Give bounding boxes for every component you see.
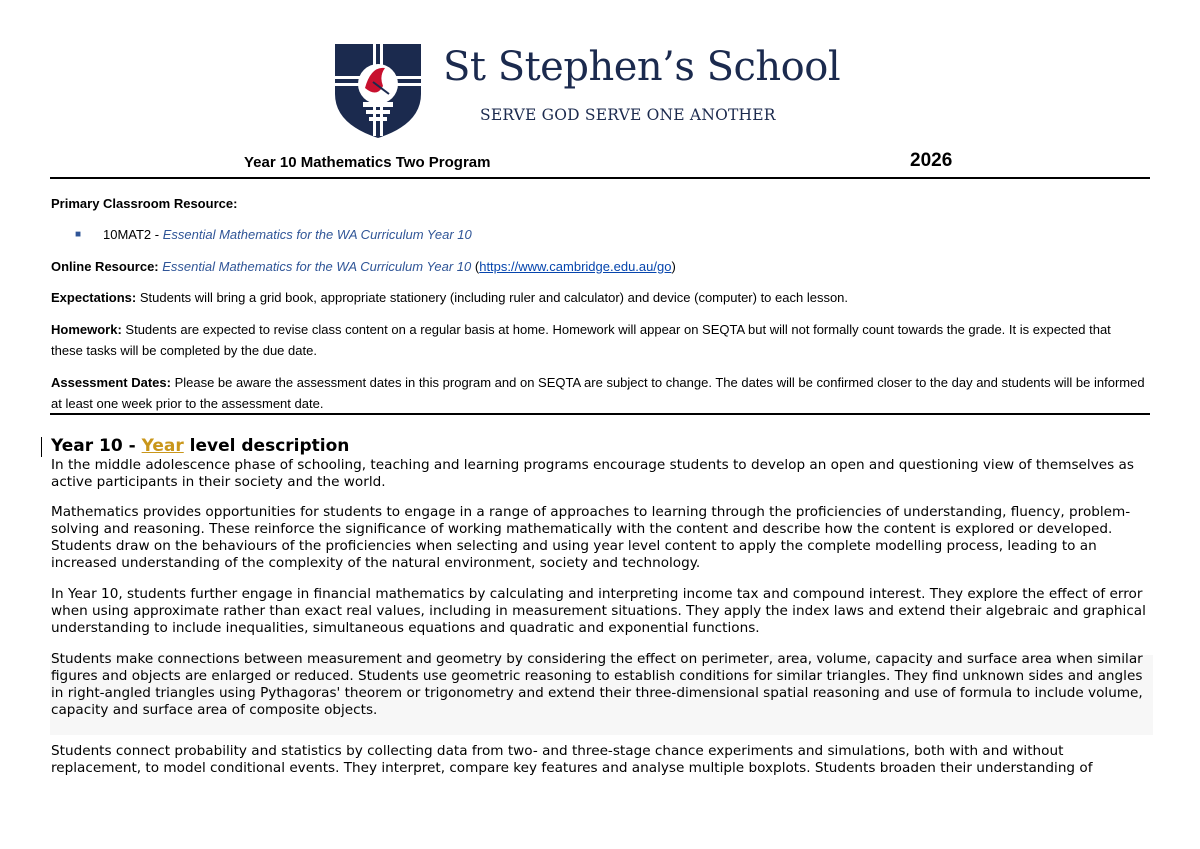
online-resource bbox=[51, 256, 676, 277]
heading-prefix: Year 10 - bbox=[51, 436, 142, 456]
year-level-heading bbox=[51, 436, 349, 456]
heading-suffix: level description bbox=[183, 436, 350, 456]
school-name: St Stephen’s School bbox=[443, 44, 841, 90]
resource-code: 10MAT2 - bbox=[103, 227, 163, 242]
online-resource-label: Online Resource: bbox=[51, 259, 159, 274]
primary-resource bbox=[51, 193, 237, 214]
paren-close: ) bbox=[671, 259, 676, 274]
school-motto: SERVE GOD SERVE ONE ANOTHER bbox=[480, 106, 776, 124]
program-title: Year 10 Mathematics Two Program bbox=[244, 154, 491, 171]
expectations-text: Students will bring a grid book, appropriate stationery (including ruler and calculator) and device (computer) to each lesson. bbox=[136, 290, 849, 305]
school-crest-icon bbox=[333, 42, 423, 140]
paren-open: ( bbox=[471, 259, 480, 274]
bullet-icon: ■ bbox=[75, 229, 82, 240]
primary-resource-label: Primary Classroom Resource: bbox=[51, 196, 238, 211]
description-paragraph: Mathematics provides opportunities for students to engage in a range of approaches to learning through the proficiencies of understanding, fluency, problem-solving and reasoning. These reinforce the significance of working mathematically with the content and describe how the content is explored or developed. Students draw on the behaviours of the proficiencies when selecting and using year level content to apply the complete modelling process, leading to an increased understanding of the complexity of the natural environment, society and technology. bbox=[51, 504, 1131, 571]
homework-label: Homework: bbox=[51, 322, 122, 337]
expectations bbox=[51, 287, 848, 308]
program-year: 2026 bbox=[910, 150, 953, 171]
assessment-dates bbox=[51, 372, 1146, 414]
online-resource-title: Essential Mathematics for the WA Curriculum Year 10 bbox=[162, 259, 472, 274]
divider bbox=[50, 413, 1150, 415]
homework-text: Students are expected to revise class content on a regular basis at home. Homework will appear on SEQTA but will not formally count towards the grade. It is expected that these tasks will be completed by the due date. bbox=[51, 322, 1111, 358]
description-paragraph: Students connect probability and statistics by collecting data from two- and three-stage chance experiments and simulations, both with and without replacement, to model conditional events. They interpret, compare key features and analyse multiple boxplots. Students broaden their understanding of bbox=[51, 743, 1093, 776]
expectations-label: Expectations: bbox=[51, 290, 137, 305]
homework bbox=[51, 319, 1146, 361]
assessment-dates-text: Please be aware the assessment dates in this program and on SEQTA are subject to change. The dates will be confirmed closer to the day and students will be informed at least one week prior to the assessment date. bbox=[51, 375, 1145, 411]
online-resource-link[interactable]: https://www.cambridge.edu.au/go bbox=[479, 259, 672, 274]
resource-title: Essential Mathematics for the WA Curriculum Year 10 bbox=[162, 227, 472, 242]
text-cursor bbox=[41, 437, 42, 457]
description-paragraph: In Year 10, students further engage in financial mathematics by calculating and interpreting income tax and compound interest. They explore the effect of error when using approximate rather than exact real values, including in measurement situations. They apply the index laws and extend their algebraic and graphical understanding to include inequalities, simultaneous equations and quadratic and exponential functions. bbox=[51, 586, 1146, 636]
school-logo bbox=[333, 42, 853, 140]
assessment-dates-label: Assessment Dates: bbox=[51, 375, 171, 390]
description-paragraph: In the middle adolescence phase of schooling, teaching and learning programs encourage students to develop an open and questioning view of themselves as active participants in their society and the world. bbox=[51, 457, 1134, 490]
divider bbox=[50, 177, 1150, 179]
description-paragraph: Students make connections between measurement and geometry by considering the effect on perimeter, area, volume, capacity and surface area when similar figures and objects are enlarged or reduced. Students use geometric reasoning to establish conditions for similar triangles. They find unknown sides and angles in right-angled triangles using Pythagoras' theorem or trigonometry and extend their three-dimensional spatial reasoning and use of formula to include volume, capacity and surface area of composite objects. bbox=[51, 651, 1143, 718]
program-title-row bbox=[50, 150, 1150, 176]
year-link[interactable]: Year bbox=[141, 436, 184, 456]
resource-list-item bbox=[51, 224, 1198, 245]
